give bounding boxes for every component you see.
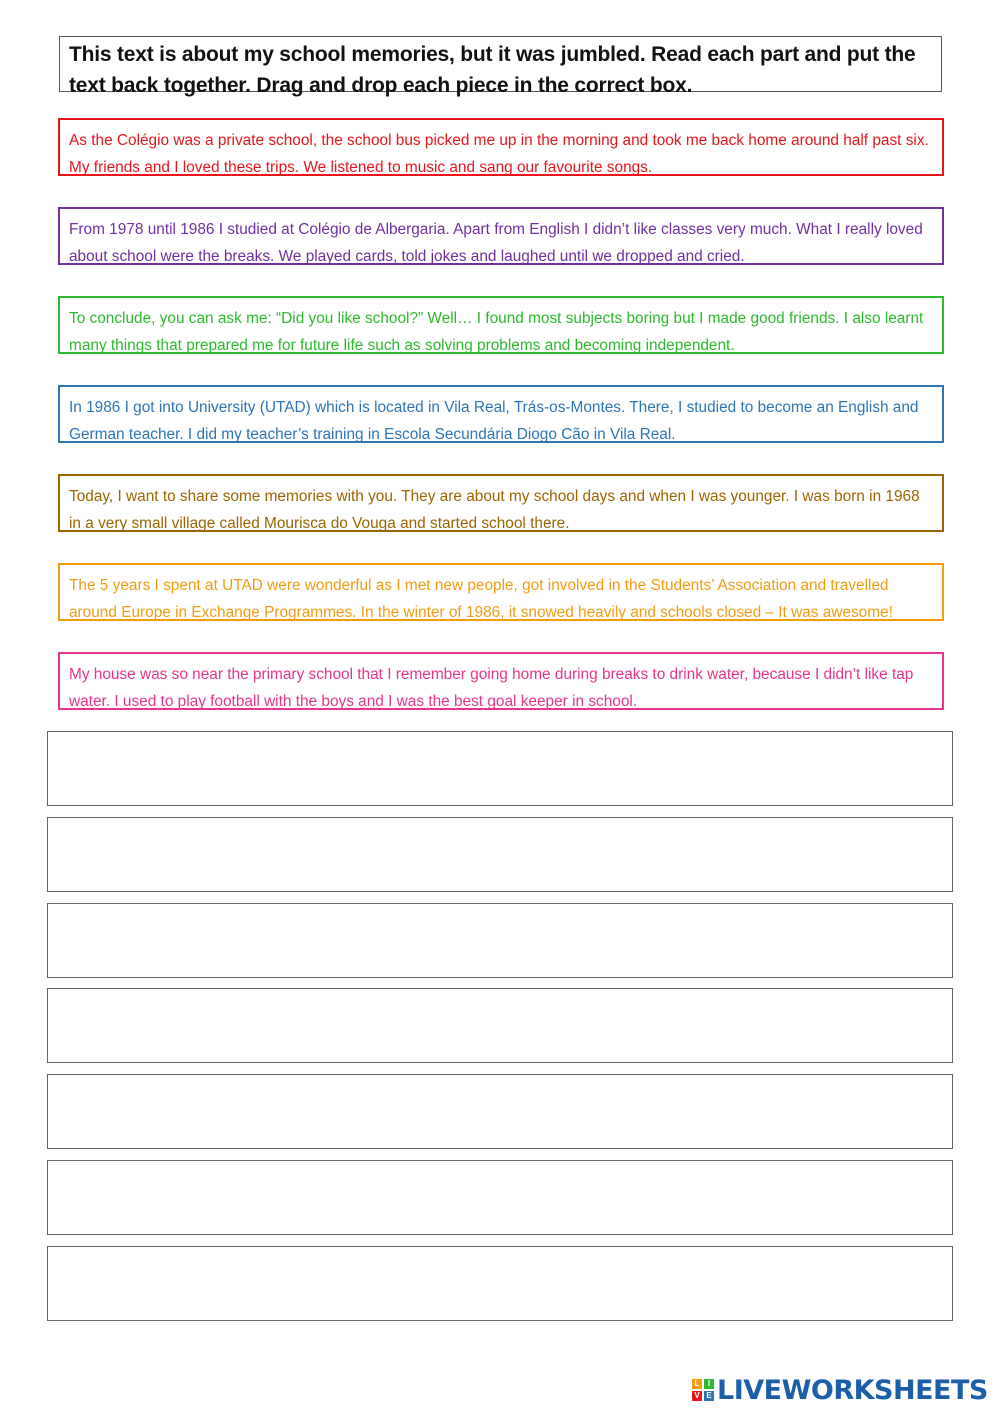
draggable-text-piece-primary-school[interactable]: My house was so near the primary school that I remember going home during breaks to drink water, because I didn’t like tap water. I used to play football with the boys and I was the best goal keeper in school.: [58, 652, 944, 710]
draggable-text-piece-conclusion[interactable]: To conclude, you can ask me: “Did you like school?” Well… I found most subjects boring but I made good friends. I also learnt many things that prepared me for future life such as solving problems and becoming independent.: [58, 296, 944, 354]
draggable-text-piece-introduction[interactable]: Today, I want to share some memories with you. They are about my school days and when I was younger. I was born in 1968 in a very small village called Mourisca do Vouga and started school there.: [58, 474, 944, 532]
drop-box-1[interactable]: [47, 731, 953, 806]
drop-box-4[interactable]: [47, 988, 953, 1063]
logo-mark-letter: L: [692, 1379, 702, 1389]
logo-mark-letter: E: [704, 1391, 714, 1401]
draggable-text-piece-utad-years[interactable]: The 5 years I spent at UTAD were wonderful as I met new people, got involved in the Students’ Association and travelled around Europe in Exchange Programmes. In the winter of 1986, it snowed heavily and schools closed – It was awesome!: [58, 563, 944, 621]
drop-box-5[interactable]: [47, 1074, 953, 1149]
draggable-text-piece-1978-albergaria[interactable]: From 1978 until 1986 I studied at Colégio de Albergaria. Apart from English I didn’t like classes very much. What I really loved about school were the breaks. We played cards, told jokes and laughed until we dropped and cried.: [58, 207, 944, 265]
instructions-title: This text is about my school memories, but it was jumbled. Read each part and put the text back together. Drag and drop each piece in the correct box.: [59, 36, 942, 92]
draggable-text-piece-1986-university[interactable]: In 1986 I got into University (UTAD) which is located in Vila Real, Trás-os-Montes. There, I studied to become an English and German teacher. I did my teacher’s training in Escola Secundária Diogo Cão in Vila Real.: [58, 385, 944, 443]
liveworksheets-logo-text: LIVEWORKSHEETS: [717, 1374, 988, 1406]
logo-mark-letter: I: [704, 1379, 714, 1389]
logo-mark-letter: V: [692, 1391, 702, 1401]
drop-box-7[interactable]: [47, 1246, 953, 1321]
drop-box-3[interactable]: [47, 903, 953, 978]
drop-box-6[interactable]: [47, 1160, 953, 1235]
liveworksheets-logo-icon: [692, 1379, 714, 1401]
drop-box-2[interactable]: [47, 817, 953, 892]
liveworksheets-logo: [692, 1374, 988, 1406]
draggable-text-piece-colegio-bus[interactable]: As the Colégio was a private school, the school bus picked me up in the morning and took me back home around half past six. My friends and I loved these trips. We listened to music and sang our favourite songs.: [58, 118, 944, 176]
